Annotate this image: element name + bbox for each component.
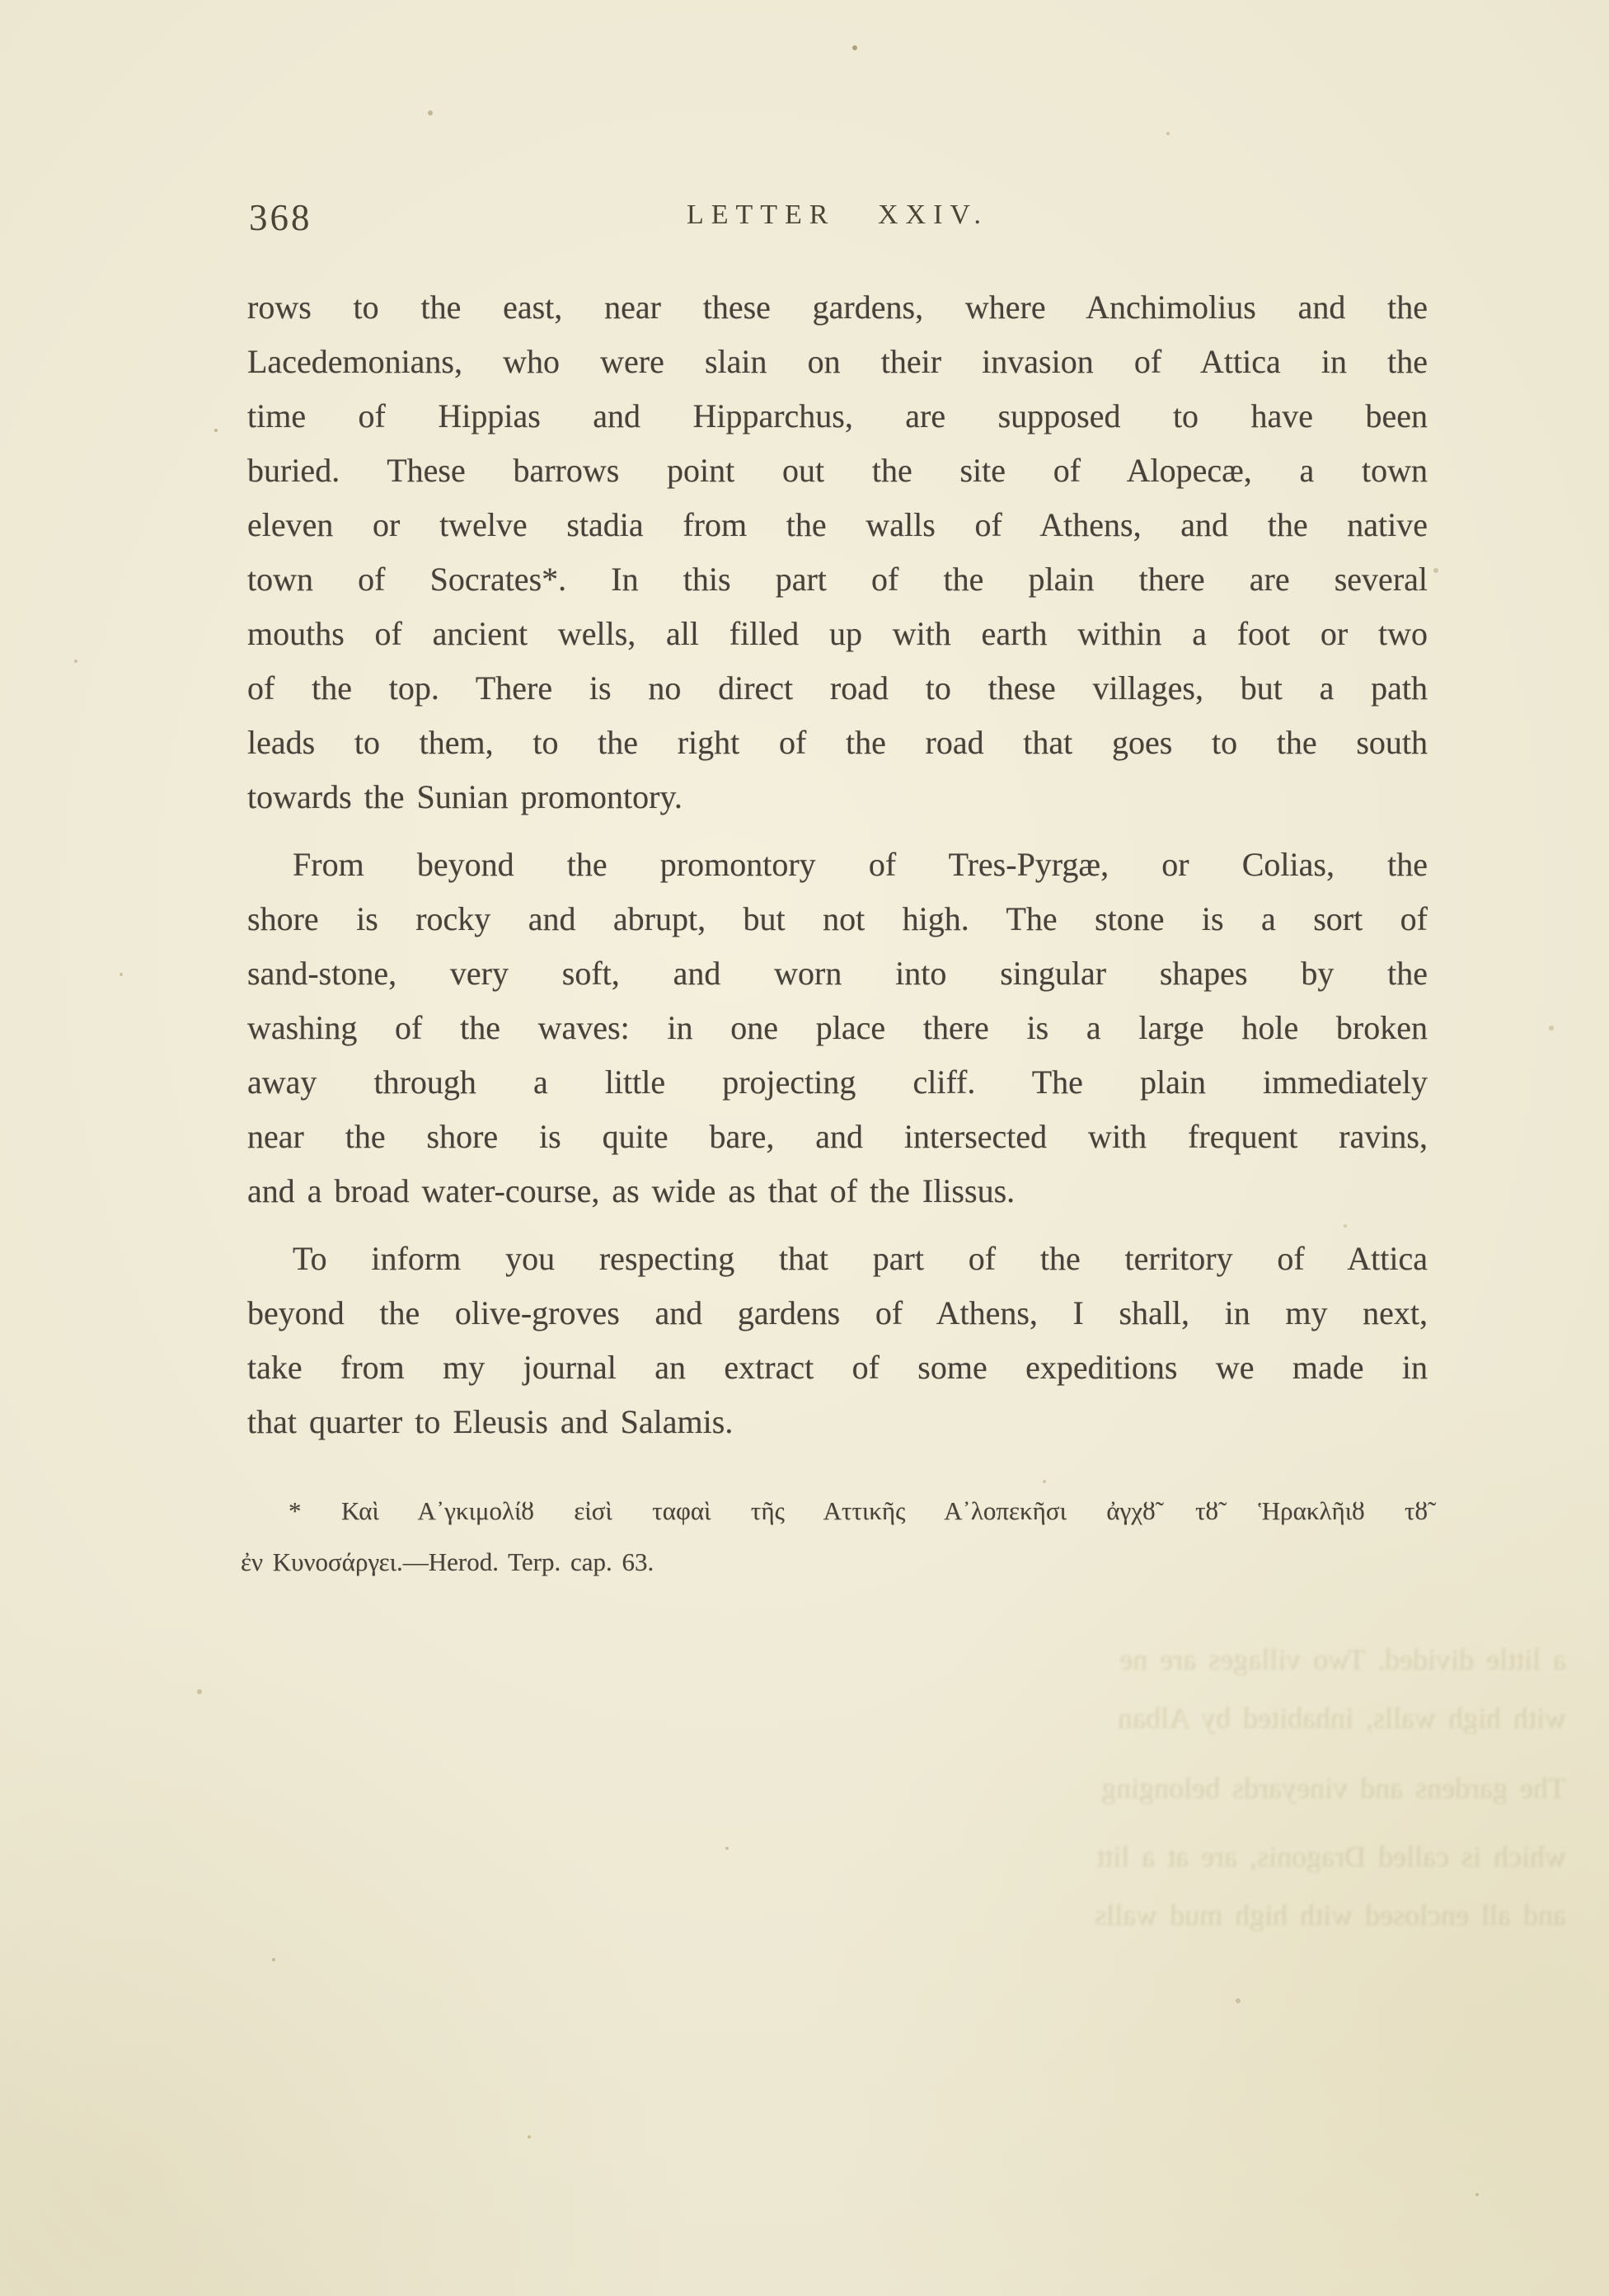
- paragraph: [247, 838, 1428, 1218]
- body-line: time of Hippias and Hipparchus, are supposed to have been: [247, 397, 1428, 434]
- body-line: town of Socrates*. In this part of the plain there are several: [247, 561, 1428, 598]
- paper-specks: [0, 0, 3, 3]
- show-through-line: The gardens and vineyards belonging: [1101, 1772, 1566, 1805]
- page-header: [247, 196, 1428, 246]
- body-line: shore is rocky and abrupt, but not high. The stone is a sort of: [247, 900, 1428, 937]
- body-line: and a broad water-course, as wide as that of the Ilissus.: [247, 1172, 1016, 1209]
- show-through-line: a little divided. Two villages are ne: [1119, 1643, 1566, 1676]
- footnote-line: * Καὶ Α᾽γκιμολίȣ εἰσὶ ταφαὶ τῆς Αττικῆς Α᾽λοπεκῆσι ἀγχȣ̃ τȣ̃ Ἡρακλῆιȣ τȣ̃: [288, 1496, 1428, 1525]
- body-text: [247, 280, 1428, 1449]
- body-line: leads to them, to the right of the road that goes to the south: [247, 724, 1428, 761]
- body-line: sand-stone, very soft, and worn into singular shapes by the: [247, 955, 1428, 992]
- show-through-text: [775, 1631, 1566, 1945]
- body-line: From beyond the promontory of Tres-Pyrgæ, or Colias, the: [293, 846, 1428, 883]
- page-number: 368: [249, 197, 312, 238]
- show-through-line: which is called Dragonis, are at a litt: [1096, 1840, 1566, 1873]
- body-line: buried. These barrows point out the site of Alopecæ, a town: [247, 452, 1428, 489]
- show-through-line: and all enclosed with high mud walls: [1095, 1899, 1566, 1932]
- body-line: Lacedemonians, who were slain on their invasion of Attica in the: [247, 343, 1428, 380]
- running-title: LETTER XXIV.: [686, 200, 989, 230]
- body-line: beyond the olive-groves and gardens of Athens, I shall, in my next,: [247, 1294, 1428, 1331]
- body-line: To inform you respecting that part of the territory of Attica: [293, 1240, 1428, 1277]
- body-line: rows to the east, near these gardens, where Anchimolius and the: [247, 289, 1428, 326]
- body-line: towards the Sunian promontory.: [247, 778, 683, 815]
- show-through-line: with high walls, inhabited by Alban: [1118, 1702, 1566, 1735]
- footnote-line: ἐν Κυνοσάργει.—Herod. Terp. cap. 63.: [241, 1547, 654, 1576]
- body-line: take from my journal an extract of some expeditions we made in: [247, 1349, 1428, 1386]
- body-line: near the shore is quite bare, and intersected with frequent ravins,: [247, 1118, 1428, 1155]
- footnote: [241, 1486, 1428, 1588]
- body-line: washing of the waves: in one place there is a large hole broken: [247, 1009, 1428, 1046]
- body-line: mouths of ancient wells, all filled up with earth within a foot or two: [247, 615, 1428, 652]
- paragraph: [247, 280, 1428, 824]
- body-line: away through a little projecting cliff. The plain immediately: [247, 1063, 1428, 1101]
- body-line: eleven or twelve stadia from the walls of Athens, and the native: [247, 506, 1428, 543]
- paragraph: [247, 1232, 1428, 1449]
- body-line: that quarter to Eleusis and Salamis.: [247, 1403, 734, 1440]
- body-line: of the top. There is no direct road to these villages, but a path: [247, 669, 1428, 707]
